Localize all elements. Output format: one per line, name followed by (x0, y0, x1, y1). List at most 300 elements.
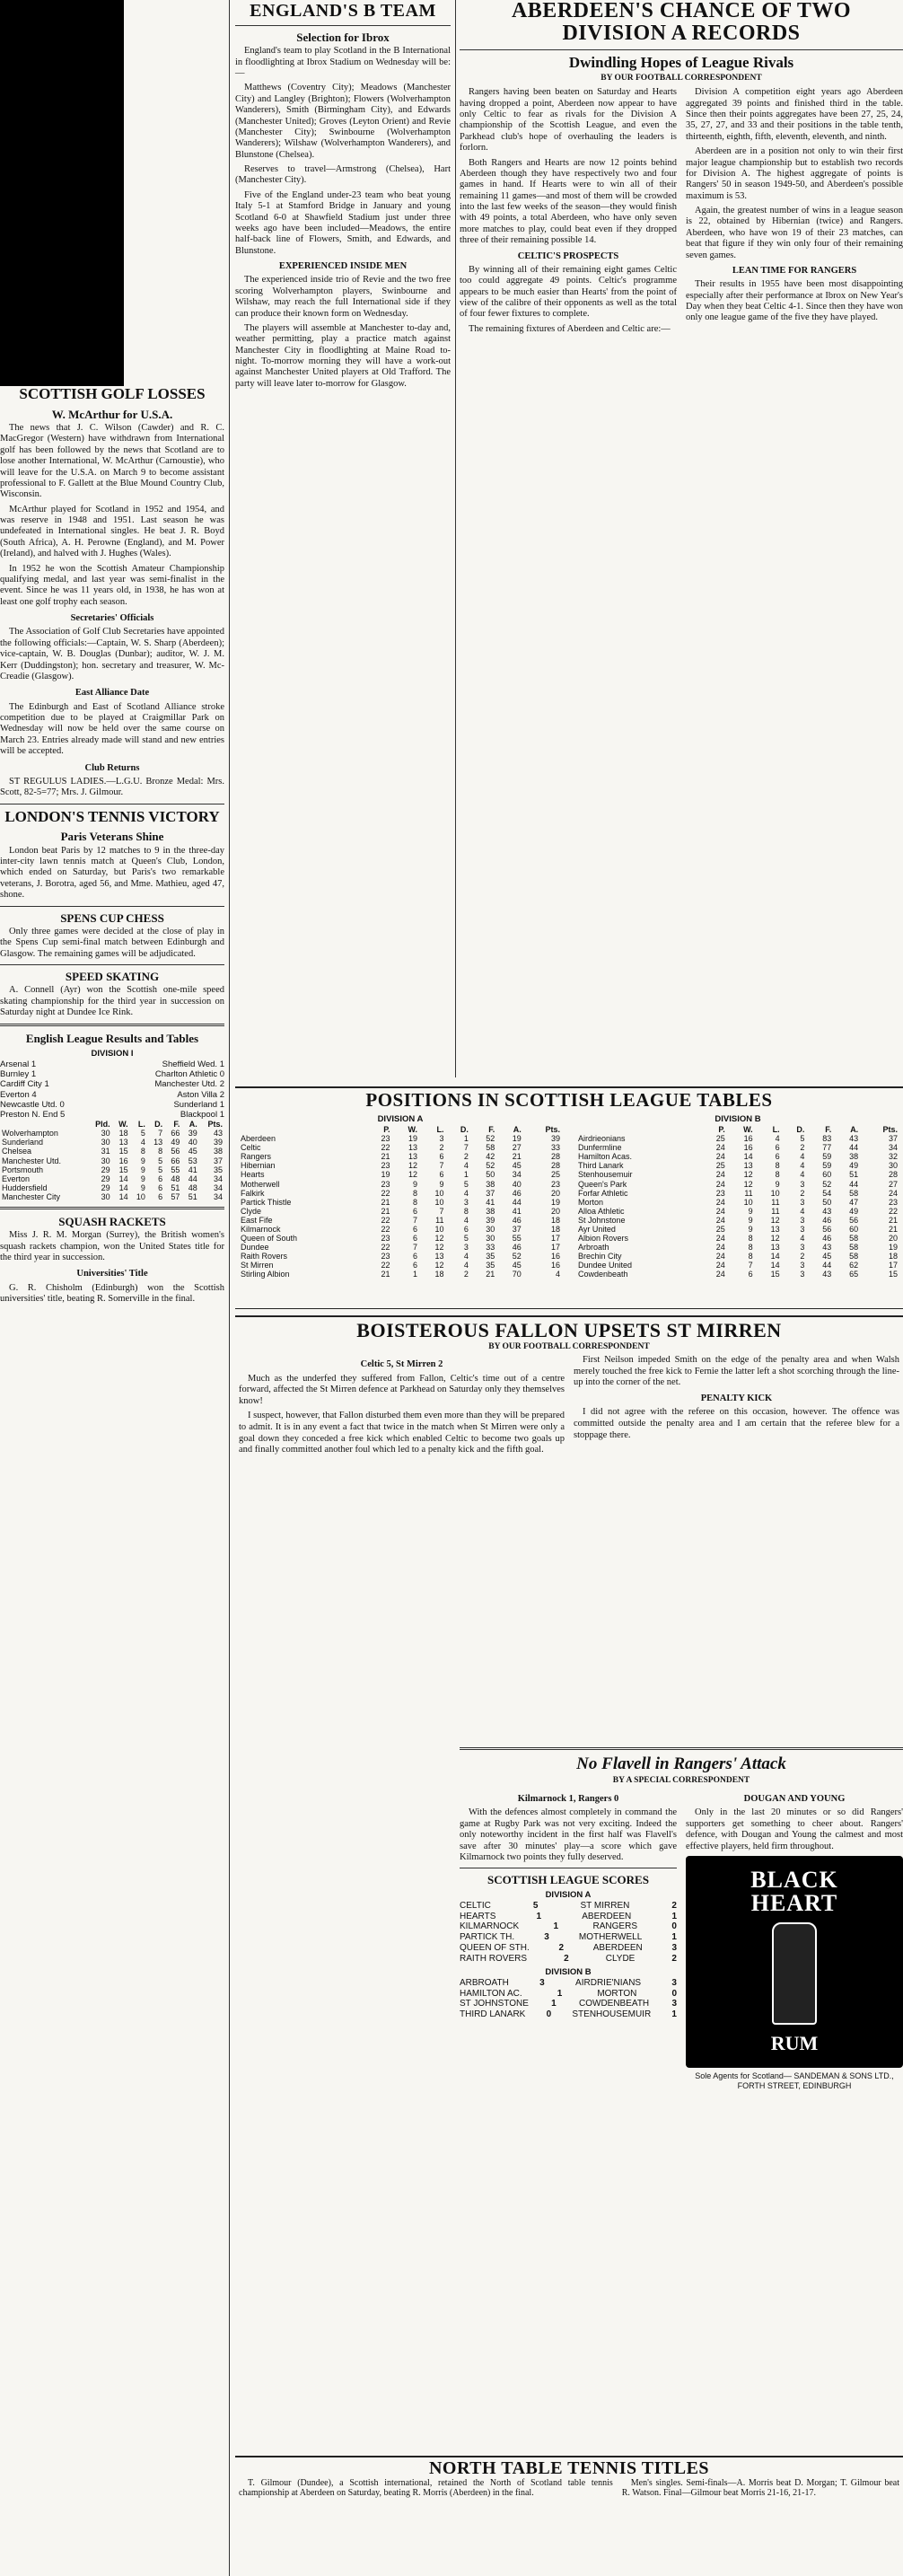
table-row (576, 1170, 899, 1179)
stat-cell: 18 (550, 1215, 560, 1225)
stat-cell: 1 (413, 1270, 418, 1279)
stat-cell: 56 (849, 1215, 859, 1225)
tennis-headline: LONDON'S TENNIS VICTORY (4, 807, 220, 825)
stat-cell: 37 (486, 1188, 495, 1198)
home-score: 1 (553, 1921, 559, 1932)
scores-list (460, 1901, 677, 1965)
stat-cell: 16 (743, 1143, 753, 1153)
stat-cell: 62 (849, 1261, 859, 1270)
away-team: ST MIRREN (580, 1900, 630, 1911)
aberdeen-paragraph: By winning all of their remaining eight games Celtic too could aggregate 49 points. Celtic's programme appears to be much easier than Hearts' from the point of view of the calibre of their opponents as well as the total of four fewer fixtures to complete. (460, 264, 677, 320)
home-score: 1 (557, 1988, 563, 1999)
team-name-cell: Morton (578, 1197, 604, 1207)
stat-cell: 48 (171, 1174, 180, 1183)
team-name-cell: Manchester City (2, 1191, 61, 1201)
stat-cell: 44 (849, 1179, 859, 1189)
score-row (460, 1912, 677, 1922)
stat-cell: 3 (800, 1179, 805, 1189)
stat-cell: 21 (381, 1206, 390, 1216)
table-row (239, 1216, 562, 1225)
table-row (576, 1252, 899, 1261)
stat-cell: 8 (775, 1161, 780, 1171)
stat-cell: 43 (822, 1243, 832, 1253)
byline: BY OUR FOOTBALL CORRESPONDENT (488, 1342, 650, 1352)
stat-cell: 12 (770, 1215, 780, 1225)
away-score: 1 (671, 1932, 677, 1943)
home-team: RAITH ROVERS (460, 1953, 528, 1964)
stat-cell: 38 (486, 1179, 495, 1189)
team-name-cell: St Johnstone (578, 1215, 626, 1225)
table-row (0, 1156, 224, 1165)
stat-cell: 28 (550, 1161, 560, 1171)
table-row (239, 1243, 562, 1252)
stat-cell: 34 (888, 1143, 898, 1153)
stat-cell: 10 (770, 1188, 780, 1198)
table-row (0, 1192, 224, 1201)
table-row (239, 1225, 562, 1234)
stat-cell: 22 (888, 1206, 898, 1216)
stat-cell: 39 (486, 1215, 495, 1225)
stat-cell: 56 (171, 1147, 180, 1156)
stat-cell: 35 (213, 1165, 223, 1174)
stat-cell: 30 (888, 1161, 898, 1171)
column-rule (229, 0, 230, 2576)
stat-cell: 52 (486, 1134, 495, 1144)
prospects-subheading: CELTIC'S PROSPECTS (517, 251, 619, 261)
england-b-paragraph: The players will assemble at Manchester to-day and, weather permitting, play a practice match against Manchester City in floodlighting at Maine Road to-night. To-morrow morning they will have a work-out against Manchester United players at Old Trafford. The party will leave later to-morrow for Glasgow. (235, 322, 451, 389)
home-team: QUEEN OF STH. (460, 1943, 530, 1954)
team-name-cell: Celtic (241, 1143, 261, 1153)
team-name-cell: St Mirren (241, 1261, 274, 1270)
stat-cell: 9 (748, 1206, 753, 1216)
stat-cell: 19 (381, 1170, 390, 1180)
stat-cell: 2 (463, 1270, 469, 1279)
universities-text: G. R. Chisholm (Edinburgh) won the Scottish universities' title, beating R. Somerville in the final. (0, 1282, 224, 1305)
stat-cell: 52 (822, 1179, 832, 1189)
division-label: DIVISION A (545, 1889, 592, 1900)
stat-cell: 5 (463, 1179, 469, 1189)
away-team: AIRDRIE'NIANS (575, 1977, 642, 1988)
team-name-cell: Sunderland (2, 1138, 44, 1147)
stat-cell: 25 (550, 1170, 560, 1180)
english-division1-table (0, 1120, 224, 1201)
stat-cell: 7 (463, 1143, 469, 1153)
stat-cell: 4 (140, 1138, 145, 1147)
club-returns-heading: Club Returns (84, 762, 140, 773)
stat-cell: 46 (512, 1188, 522, 1198)
stat-cell: 3 (800, 1243, 805, 1253)
stat-cell: 29 (101, 1182, 110, 1192)
team-name-cell: Third Lanark (578, 1161, 624, 1171)
stat-cell: 35 (486, 1252, 495, 1262)
stat-cell: 13 (743, 1161, 753, 1171)
table-tennis-headline: NORTH TABLE TENNIS TITLES (428, 2458, 710, 2478)
stat-cell: 24 (715, 1179, 725, 1189)
team-name-cell: Wolverhampton (2, 1129, 58, 1139)
golf-subheadline: W. McArthur for U.S.A. (51, 407, 173, 421)
stat-cell: 23 (888, 1197, 898, 1207)
english-league-headline: English League Results and Tables (25, 1032, 199, 1046)
stat-cell: 4 (800, 1152, 805, 1162)
golf-paragraph: McArthur played for Scotland in 1952 and 1954, and was reserve in 1948 and 1951. Last season he was undefeated in International singles. He beat J. R. Boyd (South Africa), A. H. Perowne (England), and M. Power (Ireland), and halved with J. Hughes (Wales). (0, 504, 224, 559)
stat-cell: 43 (849, 1134, 859, 1144)
table-row (0, 1165, 224, 1174)
stat-cell: 39 (550, 1134, 560, 1144)
stat-cell: 50 (486, 1170, 495, 1180)
stat-cell: 4 (800, 1206, 805, 1216)
table-tennis-text: T. Gilmour (Dundee), a Scottish international, retained the North of Scotland table tennis championship at Aberdeen on Saturday, beating R. Morris (Aberdeen) in the final. (239, 2478, 613, 2498)
flavell-text: With the defences almost completely in command the game at Rugby Park was not very exciting. Indeed the only noteworthy incident in the first half was Flavell's save after 30 minutes' play—a score which gave Kilmarnock two points they fully deserved. (460, 1807, 677, 1862)
stat-cell: 77 (822, 1143, 832, 1153)
stat-cell: 6 (413, 1206, 418, 1216)
table-row (576, 1161, 899, 1170)
stat-cell: 60 (849, 1224, 859, 1234)
stat-cell: 22 (381, 1224, 390, 1234)
stat-cell: 65 (849, 1270, 859, 1279)
stat-cell: 39 (188, 1129, 197, 1139)
stat-cell: 27 (888, 1179, 898, 1189)
home-score: 2 (558, 1943, 565, 1954)
aberdeen-paragraph: Both Rangers and Hearts are now 12 points behind Aberdeen though they have respectively two and four games in hand. If Hearts were to win all of their remaining 11 games—and most of them will be crowded into the last few weeks of the season—they would finish with 49 points, a total Aberdeen, who have only seven more matches to play, could beat even if they dropped three of their remaining possible 14. (460, 157, 677, 246)
stat-cell: 2 (800, 1188, 805, 1198)
table-row (576, 1152, 899, 1161)
column-center (235, 0, 451, 393)
stat-cell: 13 (118, 1138, 128, 1147)
stat-cell: 6 (413, 1233, 418, 1243)
stat-cell: 44 (188, 1174, 197, 1183)
table-row (239, 1198, 562, 1207)
table-row (0, 1147, 224, 1156)
stat-cell: 14 (118, 1174, 128, 1183)
stat-cell: 6 (439, 1152, 444, 1162)
stat-cell: 18 (434, 1270, 444, 1279)
stat-cell: 4 (800, 1233, 805, 1243)
golf-paragraph: The news that J. C. Wilson (Cawder) and R. C. MacGregor (Western) have withdrawn from International golf has been followed by the news that Scotland are to lose another International, W. McArthur (Carnoustie), who will leave for the U.S.A. on March 9 to become assistant professional to F. Gallett at the Blue Mound Country Club, Wisconsin. (0, 423, 224, 500)
stat-cell: 46 (822, 1215, 832, 1225)
stat-cell: 10 (434, 1197, 444, 1207)
team-name-cell: Clyde (241, 1206, 262, 1216)
team-name-cell: Stirling Albion (241, 1270, 290, 1279)
stat-cell: 46 (512, 1215, 522, 1225)
home-score: 3 (544, 1932, 549, 1943)
stat-cell: 14 (118, 1182, 128, 1192)
stat-cell: 42 (486, 1152, 495, 1162)
result-row: Everton 4 Aston Villa 2 (0, 1089, 224, 1100)
stat-cell: 21 (381, 1270, 390, 1279)
table-row (239, 1234, 562, 1243)
stat-cell: 4 (463, 1252, 469, 1262)
stat-cell: 19 (408, 1134, 418, 1144)
stat-cell: 4 (463, 1188, 469, 1198)
stat-cell: 12 (743, 1170, 753, 1180)
away-score: 0 (671, 1921, 677, 1932)
stat-cell: 45 (822, 1252, 832, 1262)
stat-cell: 24 (715, 1197, 725, 1207)
england-b-paragraph: Reserves to travel—Armstrong (Chelsea), Hart (Manchester City). (235, 164, 451, 186)
stat-cell: 2 (800, 1252, 805, 1262)
stat-cell: 39 (213, 1138, 223, 1147)
stat-cell: 16 (550, 1261, 560, 1270)
stat-cell: 51 (188, 1191, 197, 1201)
table-row (239, 1180, 562, 1189)
stat-cell: 52 (512, 1252, 522, 1262)
stat-cell: 19 (888, 1243, 898, 1253)
stat-cell: 24 (715, 1233, 725, 1243)
away-team: MORTON (597, 1988, 637, 1999)
stat-cell: 38 (849, 1152, 859, 1162)
team-name-cell: Albion Rovers (578, 1233, 629, 1243)
away-score: 0 (671, 1988, 677, 1999)
aberdeen-headline-line1: ABERDEEN'S CHANCE OF TWO (511, 0, 852, 22)
stat-cell: 37 (213, 1156, 223, 1165)
stat-cell: 40 (188, 1138, 197, 1147)
fallon-headline: BOISTEROUS FALLON UPSETS ST MIRREN (356, 1319, 782, 1341)
stat-cell: 14 (118, 1191, 128, 1201)
team-name-cell: Dundee (241, 1243, 269, 1253)
stat-cell: 13 (153, 1138, 163, 1147)
table-row (576, 1225, 899, 1234)
stat-cell: 24 (715, 1261, 725, 1270)
home-score: 3 (539, 1977, 545, 1988)
scores-list (460, 1978, 677, 2020)
stat-cell: 25 (715, 1161, 725, 1171)
stat-cell: 8 (748, 1252, 753, 1262)
stat-cell: 50 (822, 1197, 832, 1207)
table-row (0, 1183, 224, 1192)
away-team: STENHOUSEMUIR (572, 2009, 652, 2020)
stat-cell: 25 (715, 1224, 725, 1234)
team-name-cell: Everton (2, 1174, 31, 1183)
division-label: DIVISION A (377, 1114, 424, 1125)
dougan-text: Only in the last 20 minutes or so did Rangers' supporters get something to cheer about. Rangers' defence, with Dougan and Young the calmest and most effective players, held firm throughout. (686, 1807, 903, 1851)
team-name-cell: Hamilton Acas. (578, 1152, 633, 1162)
stat-cell: 37 (512, 1224, 522, 1234)
stat-cell: 15 (770, 1270, 780, 1279)
stat-cell: 22 (381, 1243, 390, 1253)
stat-cell: 54 (822, 1188, 832, 1198)
stat-cell: 12 (434, 1261, 444, 1270)
stat-cell: 24 (715, 1252, 725, 1262)
team-name-cell: Airdrieonians (578, 1134, 626, 1144)
stat-cell: 17 (550, 1243, 560, 1253)
stat-cell: 16 (743, 1134, 753, 1144)
stat-cell: 45 (512, 1161, 522, 1171)
home-team: HEARTS (460, 1911, 496, 1921)
stat-cell: 3 (463, 1243, 469, 1253)
away-score: 3 (671, 1977, 677, 1988)
stat-cell: 30 (101, 1138, 110, 1147)
stat-cell: 41 (512, 1206, 522, 1216)
byline: BY A SPECIAL CORRESPONDENT (612, 1775, 750, 1785)
away-score: 3 (671, 1943, 677, 1954)
stat-cell: 49 (171, 1138, 180, 1147)
team-name-cell: Dunfermline (578, 1143, 622, 1153)
divider (460, 1747, 903, 1750)
flavell-section (460, 1742, 903, 2090)
score-row (460, 2009, 677, 2020)
match-score: Celtic 5, St Mirren 2 (360, 1359, 443, 1370)
inside-men-subheading: EXPERIENCED INSIDE MEN (278, 261, 408, 272)
england-b-paragraph: Matthews (Coventry City); Meadows (Manchester City) and Langley (Brighton); Flowers (Wolverhampton Wanderers), Smith (Birmingham City), and Edwards (Manchester United); Groves (Leyton Orient) and Revie (Manchester City); Swinbourne (Wolverhampton Wanderers); Wilshaw (Wolverhampton Wanderers), and Blunstone (Chelsea). (235, 83, 451, 160)
stat-cell: 6 (413, 1261, 418, 1270)
stat-cell: 21 (888, 1224, 898, 1234)
positions-headline: POSITIONS IN SCOTTISH LEAGUE TABLES (365, 1089, 773, 1111)
stat-cell: 10 (434, 1224, 444, 1234)
stat-cell: 8 (463, 1206, 469, 1216)
stat-cell: 33 (486, 1243, 495, 1253)
team-name-cell: Chelsea (2, 1147, 32, 1156)
flavell-headline: No Flavell in Rangers' Attack (576, 1754, 786, 1773)
score-row (460, 1954, 677, 1965)
stat-cell: 43 (213, 1129, 223, 1139)
team-name-cell: Dundee United (578, 1261, 633, 1270)
away-score: 2 (671, 1900, 677, 1911)
table-row (239, 1170, 562, 1179)
table-row (576, 1189, 899, 1198)
stat-cell: 30 (101, 1129, 110, 1139)
stat-cell: 66 (171, 1156, 180, 1165)
stat-cell: 38 (213, 1147, 223, 1156)
stat-cell: 56 (822, 1224, 832, 1234)
byline: BY OUR FOOTBALL CORRESPONDENT (601, 74, 762, 84)
divider (0, 1024, 224, 1026)
stat-cell: 6 (439, 1170, 444, 1180)
stat-cell: 34 (512, 1170, 522, 1180)
squash-headline: SQUASH RACKETS (58, 1214, 166, 1228)
result-row: Arsenal 1 Sheffield Wed. 1 (0, 1059, 224, 1069)
stat-cell: 4 (463, 1261, 469, 1270)
stat-cell: 6 (413, 1252, 418, 1262)
stat-cell: 37 (888, 1134, 898, 1144)
team-name-cell: Ayr United (578, 1224, 616, 1234)
team-name-cell: Falkirk (241, 1188, 265, 1198)
stat-cell: 12 (408, 1161, 418, 1171)
fallon-paragraph: Much as the underfed they suffered from Fallon, Celtic's time out of a centre forward, affected the St Mirren defence at Parkhead on Saturday only they themselves know! (239, 1373, 565, 1406)
tennis-text: London beat Paris by 12 matches to 9 in the three-day inter-city lawn tennis match at Queen's Club, London, which ended on Saturday, but Paris's two remarkable veterans, J. Borotra, aged 56, and Mme. Mathieu, aged 47, shone. (0, 845, 224, 901)
stat-cell: 16 (550, 1252, 560, 1262)
golf-headline: SCOTTISH GOLF LOSSES (19, 385, 206, 402)
team-name-cell: Manchester Utd. (2, 1156, 62, 1165)
stat-cell: 21 (381, 1197, 390, 1207)
stat-cell: 8 (413, 1197, 418, 1207)
tennis-subheadline: Paris Veterans Shine (60, 830, 164, 844)
home-team: ST JOHNSTONE (460, 1999, 529, 2009)
away-team: MOTHERWELL (578, 1932, 643, 1943)
score-row (460, 1989, 677, 2000)
stat-cell: 52 (486, 1161, 495, 1171)
stat-cell: 21 (512, 1152, 522, 1162)
table-header-row: P. W. L. D. F. A. Pts. (383, 1125, 560, 1135)
league-tables-section (235, 1086, 903, 1309)
stat-cell: 3 (439, 1134, 444, 1144)
spens-headline: SPENS CUP CHESS (60, 910, 164, 925)
stat-cell: 11 (435, 1215, 444, 1225)
stat-cell: 51 (849, 1170, 859, 1180)
stat-cell: 5 (140, 1129, 145, 1139)
aberdeen-headline-line2: DIVISION A RECORDS (562, 22, 801, 46)
stat-cell: 2 (439, 1143, 444, 1153)
stat-cell: 5 (463, 1233, 469, 1243)
stat-cell: 5 (800, 1134, 805, 1144)
stat-cell: 22 (381, 1215, 390, 1225)
stat-cell: 9 (748, 1215, 753, 1225)
stat-cell: 19 (550, 1197, 560, 1207)
home-team: CELTIC (460, 1900, 491, 1911)
stat-cell: 47 (849, 1197, 859, 1207)
club-returns-text: ST REGULUS LADIES.—L.G.U. Bronze Medal: Mrs. Scott, 82-5=77; Mrs. J. Gilmour. (0, 776, 224, 798)
stat-cell: 83 (822, 1134, 832, 1144)
table-header-row: Pld. W. L. D. F. A. Pts. (95, 1120, 223, 1130)
stat-cell: 18 (118, 1129, 128, 1139)
black-heart-rum-ad (686, 1856, 903, 2068)
stat-cell: 7 (413, 1243, 418, 1253)
result-row: Burnley 1 Charlton Athletic 0 (0, 1069, 224, 1080)
stat-cell: 24 (715, 1270, 725, 1279)
england-b-subheadline: Selection for Ibrox (296, 31, 390, 44)
stat-cell: 55 (512, 1233, 522, 1243)
stat-cell: 12 (408, 1170, 418, 1180)
score-row (460, 1932, 677, 1943)
skating-headline: SPEED SKATING (65, 969, 160, 983)
penalty-subheading: PENALTY KICK (700, 1393, 773, 1403)
division-b-table (576, 1125, 899, 1279)
stat-cell: 34 (213, 1174, 223, 1183)
ad-brand-line: HEART (750, 1889, 838, 1916)
score-row (460, 1901, 677, 1912)
table-row (239, 1261, 562, 1270)
table-row (239, 1207, 562, 1216)
stat-cell: 7 (158, 1129, 163, 1139)
dougan-subheading: DOUGAN AND YOUNG (743, 1794, 846, 1805)
team-name-cell: Stenhousemuir (578, 1170, 633, 1180)
stat-cell: 31 (101, 1147, 110, 1156)
stat-cell: 23 (381, 1161, 390, 1171)
stat-cell: 6 (775, 1152, 780, 1162)
stat-cell: 4 (775, 1134, 780, 1144)
divider (0, 906, 224, 907)
stat-cell: 9 (140, 1165, 145, 1174)
stat-cell: 27 (512, 1143, 522, 1153)
stat-cell: 15 (888, 1270, 898, 1279)
table-row (239, 1252, 562, 1261)
ad-agent-text: Sole Agents for Scotland— SANDEMAN & SONS LTD., FORTH STREET, EDINBURGH (695, 2070, 894, 2090)
stat-cell: 9 (140, 1174, 145, 1183)
stat-cell: 15 (118, 1165, 128, 1174)
stat-cell: 55 (171, 1165, 180, 1174)
score-row (460, 1978, 677, 1989)
stat-cell: 43 (822, 1206, 832, 1216)
stat-cell: 4 (463, 1161, 469, 1171)
stat-cell: 38 (486, 1206, 495, 1216)
stat-cell: 3 (463, 1197, 469, 1207)
home-score: 0 (546, 2009, 552, 2020)
away-team: ABERDEEN (592, 1943, 643, 1954)
home-team: ARBROATH (460, 1977, 509, 1988)
stat-cell: 44 (822, 1261, 832, 1270)
stat-cell: 11 (744, 1188, 753, 1198)
universities-heading: Universities' Title (76, 1269, 148, 1279)
fallon-article (235, 1315, 903, 1739)
stat-cell: 13 (770, 1224, 780, 1234)
stat-cell: 24 (715, 1170, 725, 1180)
result-row: Cardiff City 1 Manchester Utd. 2 (0, 1079, 224, 1090)
table-row (576, 1270, 899, 1279)
stat-cell: 34 (213, 1191, 223, 1201)
team-name-cell: Queen of South (241, 1233, 298, 1243)
team-name-cell: Hearts (241, 1170, 265, 1180)
aberdeen-paragraph: Division A competition eight years ago Aberdeen aggregated 39 points and finished third in the table. Since then their points aggregates have been 27, 25, 24, 35, 27, 27, and 33 and their positions in the table tenth, thirteenth, eighth, fifth, eleventh, eleventh, and ninth. (686, 87, 903, 142)
team-name-cell: Brechin City (578, 1252, 622, 1262)
